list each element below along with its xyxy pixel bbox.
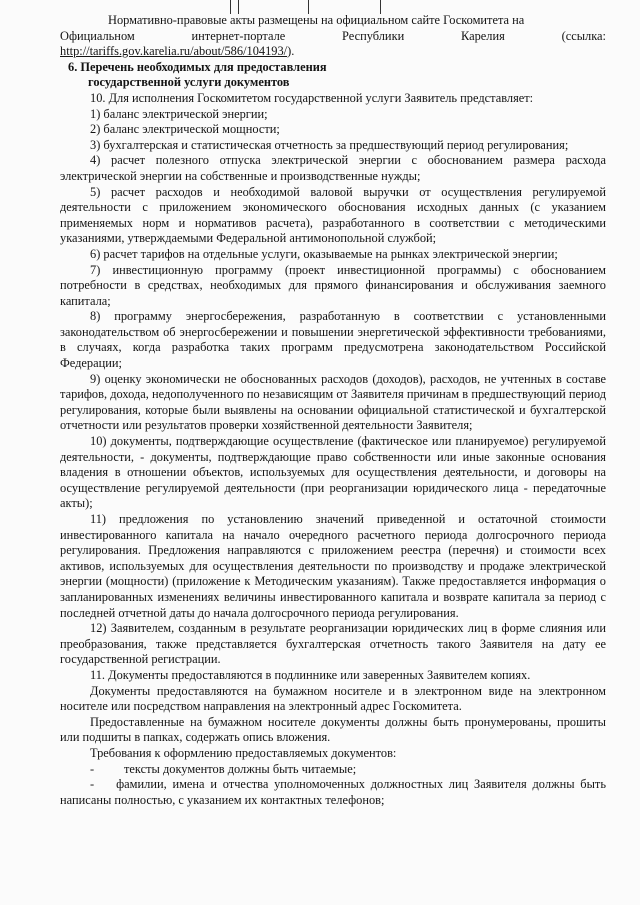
item-3: 3) бухгалтерская и статистическая отчетность за предшествующий период регулирования; [90,137,569,152]
item-11: 11) предложения по установлению значений приведенной и остаточной стоимости инвестированного капитала на начало очередного расчетного периода долгосрочного периода регулирования. Предложения направляются с приложением реестра (перечня) и стоимости всех активов, используемых для осуществления деятельности по производству и продаже электрической энергии (мощности) (приложение к Методическим указаниям). Также предоставляется информация о запланированных изменениях величины инвестированного капитала и возврате капитала за период с последней отчетной даты до начала долгосрочного периода регулирования. [60,512,606,620]
requirement-text: фамилии, имена и отчества уполномоченных должностных лиц Заявителя должны быть написаны полностью, с указанием их контактных телефонов; [60,777,606,807]
requirements-list [60,91,606,808]
tariffs-link[interactable]: http://tariffs.gov.karelia.ru/about/586/104193/ [60,44,288,59]
requirement-text: тексты документов должны быть читаемые; [124,761,357,776]
intro-line-2: Официальном интернет-портале Республики Карелия (ссылка: [60,28,606,43]
intro-line-1: Нормативно-правовые акты размещены на официальном сайте Госкомитета на [108,13,525,27]
item-2: 2) баланс электрической мощности; [90,122,280,137]
section-heading-line-2: государственной услуги документов [88,75,290,90]
paragraph-11: 11. Документы предоставляются в подлиннике или заверенных Заявителем копиях. [90,667,531,682]
dash-marker: - [90,761,95,776]
document-body [60,13,606,808]
item-5: 5) расчет расходов и необходимой валовой выручки от осуществления регулируемой деятельности с приложением экономического обоснования исходных данных (с указанием применяемых норм и нормативов расчета), разработанного в соответствии с методическими указаниями, утверждаемыми Федеральной антимонопольной службой; [60,184,606,246]
item-10: 10) документы, подтверждающие осуществление (фактическое или планируемое) регулируемой деятельности, - документы, подтверждающие право собственности или иные законные основания владения в отношении объектов, используемых для осуществления деятельности, и договоры на осуществление регулируемой деятельности (при реорганизации юридического лица - передаточные акты); [60,434,606,511]
item-9: 9) оценку экономически не обоснованных расходов (доходов), расходов, не учтенных в составе тарифов, дохода, недополученного по независящим от Заявителя причинам в предшествующий период регулирования, которые были выявлены на основании официальной статистической и бухгалтерской отчетности или результатов проверки хозяйственной деятельности Заявителя; [60,371,606,433]
intro-link-tail: ). [287,44,295,59]
item-7: 7) инвестиционную программу (проект инвестиционной программы) с обоснованием потребности в средствах, необходимых для прямого финансирования и обслуживания заемного капитала; [60,262,606,308]
item-8: 8) программу энергосбережения, разработанную в соответствии с установленными законодательством об энергосбережении и повышении энергетической эффективности требованиями, в случаях, когда разработка таких программ предусмотрена законодательством Российской Федерации; [60,309,606,371]
requirement-item [60,762,606,778]
paragraph-documents-form: Документы предоставляются на бумажном носителе и в электронном виде на электронном носителе или посредством направления на электронный адрес Госкомитета. [60,683,606,714]
item-4: 4) расчет полезного отпуска электрической энергии с обоснованием размера расхода электрической энергии на собственные и производственные нужды; [60,153,606,183]
paragraph-numbering: Предоставленные на бумажном носителе документы должны быть пронумерованы, прошиты или подшиты в папках, содержать опись вложения. [60,714,606,745]
item-1: 1) баланс электрической энергии; [90,106,268,121]
section-heading-line-1: 6. Перечень необходимых для предоставления [68,59,327,74]
scan-edge-marks [230,0,390,14]
paragraph-10: 10. Для исполнения Госкомитетом государственной услуги Заявитель представляет: [90,90,534,105]
dash-marker: - [90,777,95,792]
requirement-item [60,777,606,808]
item-12: 12) Заявителем, созданным в результате реорганизации юридических лиц в форме слияния или преобразования, также представляется бухгалтерская отчетность такого Заявителя на дату ее государственной регистрации. [60,621,606,667]
intro-line-3 [60,44,606,60]
paragraph-requirements-intro: Требования к оформлению предоставляемых документов: [90,745,397,760]
item-6: 6) расчет тарифов на отдельные услуги, оказываемые на рынках электрической энергии; [90,246,558,261]
